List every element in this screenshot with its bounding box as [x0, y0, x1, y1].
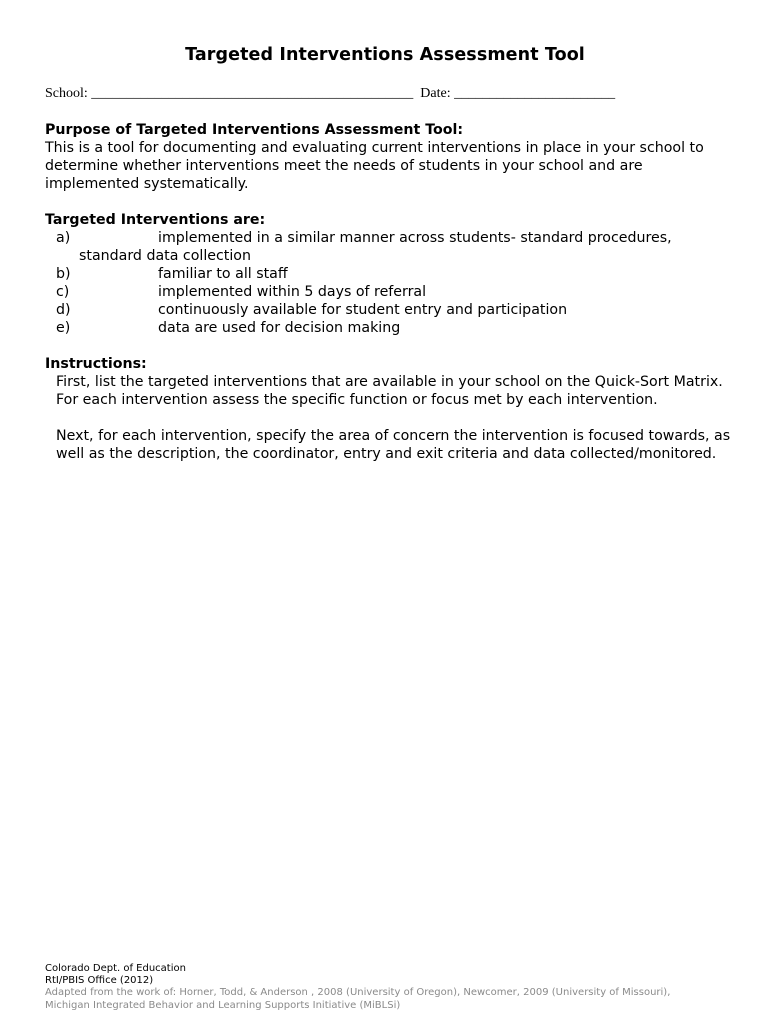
list-item-letter: c): [56, 284, 70, 300]
instructions-paragraph: Next, for each intervention, specify the area of concern the intervention is focused towards, as well as the description, the coordinator, entry and exit criteria and data collected/monitored.: [56, 428, 731, 462]
list-item-letter: e): [56, 320, 71, 336]
date-label: Date:: [420, 86, 451, 101]
list-item-letter: d): [56, 302, 71, 318]
header-fields: [45, 86, 745, 102]
paragraph-spacer: [45, 409, 735, 427]
list-item: [45, 319, 735, 337]
footer-attribution-cont: Michigan Integrated Behavior and Learning Supports Initiative (MiBLSi): [45, 999, 401, 1011]
list-item-text: familiar to all staff: [158, 266, 288, 282]
list-item-letter: b): [56, 266, 71, 282]
targeted-heading: Targeted Interventions are:: [45, 212, 266, 228]
instructions-heading: Instructions:: [45, 356, 147, 372]
list-item: [45, 301, 735, 319]
purpose-heading: Purpose of Targeted Interventions Assessment Tool:: [45, 122, 464, 138]
list-item-text: data are used for decision making: [158, 320, 401, 336]
list-item-letter: a): [56, 230, 71, 246]
list-item-text: implemented in a similar manner across students- standard procedures, standard data collection: [79, 230, 672, 264]
school-blank: ______________________________________________: [91, 86, 414, 101]
purpose-section: [45, 121, 735, 193]
page-footer: [45, 963, 735, 1012]
list-item-text: implemented within 5 days of referral: [158, 284, 427, 300]
list-item-text: continuously available for student entry and participation: [158, 302, 568, 318]
targeted-list: [45, 229, 735, 337]
list-item: [45, 229, 735, 265]
instructions-paragraph: First, list the targeted interventions that are available in your school on the Quick-Sort Matrix. For each intervention assess the specific function or focus met by each intervention.: [56, 374, 723, 408]
targeted-section: [45, 211, 735, 337]
list-item: [45, 265, 735, 283]
footer-office: RtI/PBIS Office (2012): [45, 975, 154, 987]
page-title: Targeted Interventions Assessment Tool: [185, 45, 585, 65]
list-item: [45, 283, 735, 301]
instructions-section: [45, 355, 735, 463]
date-blank: _______________________: [454, 86, 616, 101]
purpose-text: This is a tool for documenting and evaluating current interventions in place in your school to determine whether interventions meet the needs of students in your school and are implemented systematically.: [45, 140, 704, 192]
footer-attribution: Adapted from the work of: Horner, Todd, & Anderson , 2008 (University of Oregon), Newcomer, 2009 (University of Missouri),: [45, 987, 671, 999]
footer-org: Colorado Dept. of Education: [45, 963, 186, 974]
school-label: School:: [45, 86, 88, 101]
